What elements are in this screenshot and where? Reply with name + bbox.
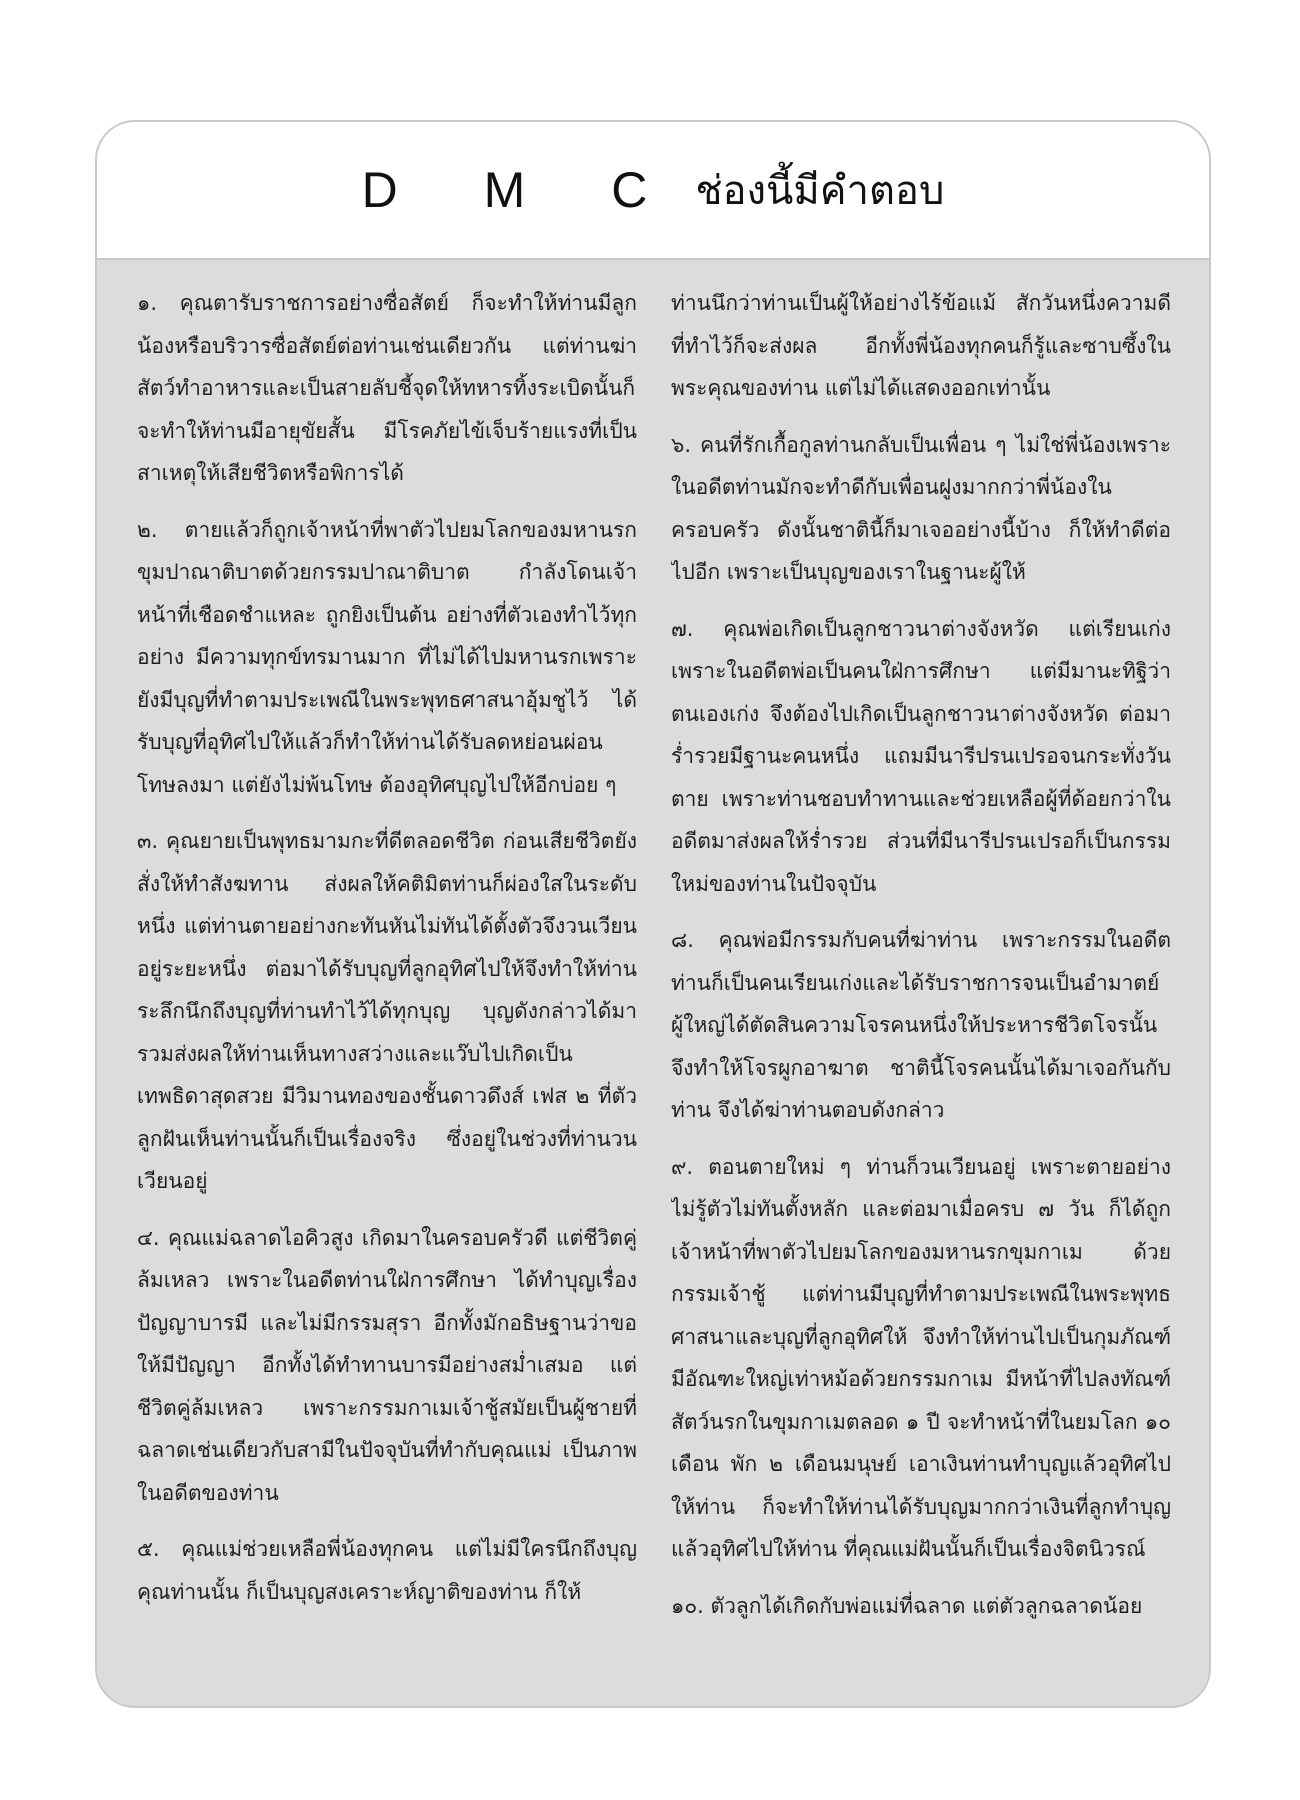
answer-paragraph-1: ๑. คุณตารับราชการอย่างซื่อสัตย์ ก็จะทำให้ท่านมีลูกน้องหรือบริวารซื่อสัตย์ต่อท่านเช่นเดียวกัน แต่ท่านฆ่าสัตว์ทำอาหารและเป็นสายลับชี้จุดให้ทหารทิ้งระเบิดนั้นก็จะทำให้ท่านมีอายุขัยสั้น มีโรคภัยไข้เจ็บร้ายแรงที่เป็นสาเหตุให้เสียชีวิตหรือพิการได้ [137, 291, 637, 485]
answer-paragraph-7: ๗. คุณพ่อเกิดเป็นลูกชาวนาต่างจังหวัด แต่เรียนเก่งเพราะในอดีตพ่อเป็นคนใฝ่การศึกษา แต่มีมานะทิฐิว่าตนเองเก่ง จึงต้องไปเกิดเป็นลูกชาวนาต่างจังหวัด ต่อมาร่ำรวยมีฐานะคนหนึ่ง แถมมีนารีปรนเปรอจนกระทั่งวันตาย เพราะท่านชอบทำทานและช่วยเหลือผู้ที่ด้อยกว่าในอดีตมาส่งผลให้ร่ำรวย ส่วนที่มีนารีปรนเปรอก็เป็นกรรมใหม่ของท่านในปัจจุบัน [671, 616, 1171, 896]
answer-panel [95, 120, 1211, 1708]
right-column [671, 282, 1171, 1682]
left-column [137, 282, 637, 1682]
answer-paragraph-9: ๙. ตอนตายใหม่ ๆ ท่านก็วนเวียนอยู่ เพราะตายอย่างไม่รู้ตัวไม่ทันตั้งหลัก และต่อมาเมื่อครบ ๗ วัน ก็ได้ถูกเจ้าหน้าที่พาตัวไปยมโลกของมหานรกขุมกาเม ด้วยกรรมเจ้าชู้ แต่ท่านมีบุญที่ทำตามประเพณีในพระพุทธศาสนาและบุญที่ลูกอุทิศให้ จึงทำให้ท่านไปเป็นกุมภัณฑ์มีอัณฑะใหญ่เท่าหม้อด้วยกรรมกาเม มีหน้าที่ไปลงทัณฑ์สัตว์นรกในขุมกาเมตลอด ๑ ปี จะทำหน้าที่ในยมโลก ๑๐ เดือน พัก ๒ เดือนมนุษย์ เอาเงินท่านทำบุญแล้วอุทิศไปให้ท่าน ก็จะทำให้ท่านได้รับบุญมากกว่าเงินที่ลูกทำบุญแล้วอุทิศไปให้ท่าน ที่คุณแม่ฝันนั้นก็เป็นเรื่องจิตนิวรณ์ [671, 1154, 1171, 1561]
header-subtitle: ช่องนี้มีคำตอบ [695, 168, 945, 214]
answer-paragraph-3: ๓. คุณยายเป็นพุทธมามกะที่ดีตลอดชีวิต ก่อนเสียชีวิตยังสั่งให้ทำสังฆทาน ส่งผลให้คติมิตท่านก็ผ่องใสในระดับหนึ่ง แต่ท่านตายอย่างกะทันหันไม่ทันได้ตั้งตัวจึงวนเวียนอยู่ระยะหนึ่ง ต่อมาได้รับบุญที่ลูกอุทิศไปให้จึงทำให้ท่านระลึกนึกถึงบุญที่ท่านทำไว้ได้ทุกบุญ บุญดังกล่าวได้มารวมส่งผลให้ท่านเห็นทางสว่างและแว๊บไปเกิดเป็นเทพธิดาสุดสวย มีวิมานทองของชั้นดาวดึงส์ เฟส ๒ ที่ตัวลูกฝันเห็นท่านนั้นก็เป็นเรื่องจริง ซึ่งอยู่ในช่วงที่ท่านวนเวียนอยู่ [137, 829, 637, 1193]
header-dmc-title: D M C [361, 162, 684, 218]
panel-header [97, 122, 1209, 260]
answer-paragraph-5: ๕. คุณแม่ช่วยเหลือพี่น้องทุกคน แต่ไม่มีใครนึกถึงบุญคุณท่านนั้น ก็เป็นบุญสงเคราะห์ญาติของท่าน ก็ให้ [137, 1537, 637, 1604]
answer-paragraph-6: ๖. คนที่รักเกื้อกูลท่านกลับเป็นเพื่อน ๆ ไม่ใช่พี่น้องเพราะในอดีตท่านมักจะทำดีกับเพื่อนฝูงมากกว่าพี่น้องในครอบครัว ดังนั้นชาตินี้ก็มาเจออย่างนี้บ้าง ก็ให้ทำดีต่อไปอีก เพราะเป็นบุญของเราในฐานะผู้ให้ [671, 432, 1171, 584]
answer-columns [137, 282, 1171, 1682]
answer-paragraph-4: ๔. คุณแม่ฉลาดไอคิวสูง เกิดมาในครอบครัวดี แต่ชีวิตคู่ล้มเหลว เพราะในอดีตท่านใฝ่การศึกษา ได้ทำบุญเรื่องปัญญาบารมี และไม่มีกรรมสุรา อีกทั้งมักอธิษฐานว่าขอให้มีปัญญา อีกทั้งได้ทำทานบารมีอย่างสม่ำเสมอ แต่ชีวิตคู่ล้มเหลว เพราะกรรมกาเมเจ้าชู้สมัยเป็นผู้ชายที่ฉลาดเช่นเดียวกับสามีในปัจจุบันที่ทำกับคุณแม่ เป็นภาพในอดีตของท่าน [137, 1225, 637, 1505]
answer-paragraph-5-continued: ท่านนึกว่าท่านเป็นผู้ให้อย่างไร้ข้อแม้ สักวันหนึ่งความดีที่ทำไว้ก็จะส่งผล อีกทั้งพี่น้องทุกคนก็รู้และซาบซึ้งในพระคุณของท่าน แต่ไม่ได้แสดงออกเท่านั้น [671, 291, 1171, 400]
answer-paragraph-8: ๘. คุณพ่อมีกรรมกับคนที่ฆ่าท่าน เพราะกรรมในอดีตท่านก็เป็นคนเรียนเก่งและได้รับราชการจนเป็นอำมาตย์ผู้ใหญ่ได้ตัดสินความโจรคนหนึ่งให้ประหารชีวิตโจรนั้น จึงทำให้โจรผูกอาฆาต ชาตินี้โจรคนนั้นได้มาเจอกันกับท่าน จึงได้ฆ่าท่านตอบดังกล่าว [671, 928, 1171, 1122]
answer-paragraph-10: ๑๐. ตัวลูกได้เกิดกับพ่อแม่ที่ฉลาด แต่ตัวลูกฉลาดน้อย [671, 1593, 1143, 1618]
answer-paragraph-2: ๒. ตายแล้วก็ถูกเจ้าหน้าที่พาตัวไปยมโลกของมหานรกขุมปาณาติบาตด้วยกรรมปาณาติบาต กำลังโดนเจ้าหน้าที่เชือดชำแหละ ถูกยิงเป็นต้น อย่างที่ตัวเองทำไว้ทุกอย่าง มีความทุกข์ทรมานมาก ที่ไม่ได้ไปมหานรกเพราะยังมีบุญที่ทำตามประเพณีในพระพุทธศาสนาอุ้มชูไว้ ได้รับบุญที่อุทิศไปให้แล้วก็ทำให้ท่านได้รับลดหย่อนผ่อนโทษลงมา แต่ยังไม่พ้นโทษ ต้องอุทิศบุญไปให้อีกบ่อย ๆ [137, 517, 637, 797]
